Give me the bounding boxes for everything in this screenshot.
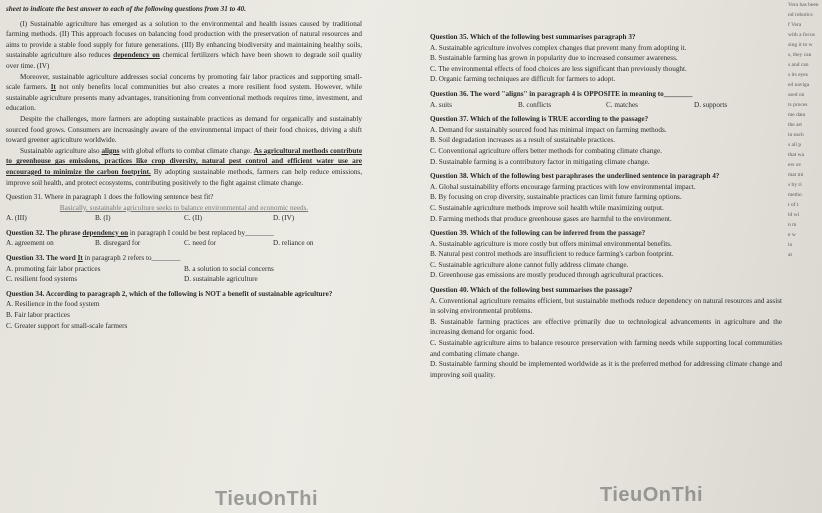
option[interactable]: C. Greater support for small-scale farmers (6, 321, 128, 330)
watermark-right: TieuOnThi (600, 484, 704, 506)
option[interactable]: B. conflicts (518, 100, 552, 109)
question-33-options (6, 264, 362, 285)
question-39-options (430, 239, 782, 281)
option[interactable]: A. Resilience in the food system (6, 300, 100, 309)
question-32-options (6, 238, 362, 249)
question-36-options (430, 100, 782, 111)
option[interactable]: B. (I) (95, 214, 111, 223)
question-36: Question 36. The word "aligns" in paragraph 4 is OPPOSITE in meaning to________ (430, 89, 693, 98)
option[interactable]: D. supports (694, 100, 728, 109)
option[interactable]: D. sustainable agriculture (184, 275, 258, 284)
question-31: Question 31. Where in paragraph 1 does the following sentence best fit? (6, 193, 214, 202)
question-34-options (6, 299, 362, 331)
passage-paragraph-1: (I) Sustainable agriculture has emerged as a solution to the environmental and health issues caused by traditional farming methods. (II) This approach focuses on balancing food production with the preservation of natural resources and aims to provide a stable food supply for future generations. (III) By enhancing biodiversity and maintaining healthy soils, sustainable agriculture also reduces dependency on chemical fertilizers which have been shown to degrade soil quality over time. (IV) (6, 19, 362, 70)
question-38: Question 38. Which of the following best paraphrases the underlined sentence in paragraph 4? (430, 172, 720, 181)
option[interactable]: A. (III) (6, 214, 27, 223)
left-column (6, 4, 362, 331)
instruction: sheet to indicate the best answer to each of the following questions from 31 to 40. (6, 5, 246, 13)
option[interactable]: D. Organic farming techniques are difficult for farmers to adopt. (430, 75, 616, 84)
question-31-sentence: Basically, sustainable agriculture seeks to balance environmental and economic needs. (59, 203, 309, 212)
option[interactable]: C. (II) (184, 214, 202, 223)
passage-paragraph-4: Sustainable agriculture also aligns with global efforts to combat climate change. As agricultural methods contribute to greenhouse gas emissions, practices like crop diversity, natural pest control and efficient water use are encouraged to minimize the carbon footprint. By adopting sustainable methods, farmers can help reduce emissions, improve soil health, and protect ecosystems, contributing positively to the fight against climate change. (6, 146, 363, 187)
question-37-options (430, 125, 782, 167)
option[interactable]: B. a solution to social concerns (184, 264, 274, 273)
question-40: Question 40. Which of the following best summarises the passage? (430, 286, 633, 295)
option[interactable]: B. Sustainable farming has grown in popularity due to increased consumer awareness. (430, 54, 678, 63)
underlined-word-aligns: aligns (101, 146, 120, 155)
option[interactable]: D. Sustainable farming is a contributory factor in mitigating climate change. (430, 157, 650, 166)
next-page-edge-fragments: Vera has been nd robotics f Vera with a focus sing it to w s, they can s and can s its eyes ed naviga ssed on ts proces me data the art in each s all p that wa ers ov mat mi s by ri metho t of t ld wi n m e w in at (788, 2, 819, 258)
underlined-sentence: As agricultural methods contribute to greenhouse gas emissions, practices like crop diversity, natural pest control and efficient water use are encouraged to minimize the carbon footprint. (6, 146, 363, 176)
option[interactable]: A. Sustainable agriculture involves complex changes that prevent many from adopting it. (430, 43, 687, 52)
question-35-options (430, 43, 782, 85)
question-32: Question 32. The phrase dependency on in paragraph I could be best replaced by________ (6, 228, 274, 237)
watermark-left: TieuOnThi (215, 488, 319, 510)
passage-paragraph-2: Moreover, sustainable agriculture addresses social concerns by promoting fair labor practices and supporting small-scale farmers. It not only benefits local communities but also creates a more resilient food system. However, while sustainable agriculture presents many advantages, transitioning from conventional methods requires time, investment, and education. (6, 72, 362, 113)
option[interactable]: A. suits (430, 100, 452, 109)
option[interactable]: C. Sustainable agriculture aims to balance resource preservation with farming needs while supporting local communities and combating climate change. (430, 339, 782, 358)
option[interactable]: C. resilient food systems (6, 275, 78, 284)
option[interactable]: B. Natural pest control methods are insufficient to reduce farming's carbon footprint. (430, 250, 674, 259)
option[interactable]: A. Conventional agriculture remains efficient, but sustainable methods reduce dependency on natural resources and assist in solving environmental problems. (430, 296, 782, 316)
option[interactable]: A. Global sustainability efforts encourage farming practices with low environmental impact. (430, 182, 696, 191)
option[interactable]: A. Sustainable agriculture is more costly but offers minimal environmental benefits. (430, 239, 672, 248)
underlined-phrase-dependency-on: dependency on (113, 51, 160, 60)
question-38-options (430, 182, 782, 224)
option[interactable]: C. matches (606, 100, 638, 109)
option[interactable]: D. Greenhouse gas emissions are mostly produced through agricultural practices. (430, 271, 664, 280)
option[interactable]: D. reliance on (273, 239, 314, 248)
question-33: Question 33. The word It in paragraph 2 refers to________ (6, 254, 181, 263)
question-35: Question 35. Which of the following best summarises paragraph 3? (430, 33, 636, 41)
question-37: Question 37. Which of the following is TRUE according to the passage? (430, 115, 649, 124)
question-40-options (430, 296, 782, 381)
option[interactable]: A. Demand for sustainably sourced food has minimal impact on farming methods. (430, 125, 667, 134)
option[interactable]: C. The environmental effects of food choices are less significant than previously thought. (430, 64, 687, 73)
underlined-word-it: It (50, 83, 56, 92)
option[interactable]: B. disregard for (95, 239, 141, 248)
right-column (430, 4, 782, 380)
question-31-options (6, 213, 362, 224)
option[interactable]: B. Fair labor practices (6, 311, 70, 320)
option[interactable]: A. agreement on (6, 239, 54, 248)
option[interactable]: C. Sustainable agriculture methods improve soil health while maximizing output. (430, 203, 664, 212)
question-34: Question 34. According to paragraph 2, which of the following is NOT a benefit of sustainable agriculture? (6, 289, 333, 298)
option[interactable]: C. Sustainable agriculture alone cannot fully address climate change. (430, 260, 629, 269)
option[interactable]: A. promoting fair labor practices (6, 264, 101, 273)
option[interactable]: B. By focusing on crop diversity, sustainable practices can limit future farming options. (430, 193, 682, 202)
option[interactable]: B. Sustainable farming practices are effective primarily due to technological advancements in agriculture and the increasing demand for organic food. (430, 317, 782, 337)
option[interactable]: D. Farming methods that produce greenhouse gases are harmful to the environment. (430, 214, 672, 223)
passage-paragraph-3: Despite the challenges, more farmers are adopting sustainable practices as demand for organically and sustainably sourced food grows. Consumers are increasingly aware of the environmental impact of their food choices, driving a shift toward greener agriculture worldwide. (6, 114, 362, 145)
option[interactable]: C. need for (184, 239, 217, 248)
option[interactable]: B. Soil degradation increases as a result of sustainable practices. (430, 136, 616, 145)
option[interactable]: D. (IV) (273, 214, 295, 223)
option[interactable]: D. Sustainable farming should be implemented worldwide as it is the preferred method for addressing climate change and improving soil quality. (430, 360, 782, 379)
question-39: Question 39. Which of the following can be inferred from the passage? (430, 229, 646, 238)
option[interactable]: C. Conventional agriculture offers better methods for combating climate change. (430, 146, 662, 155)
